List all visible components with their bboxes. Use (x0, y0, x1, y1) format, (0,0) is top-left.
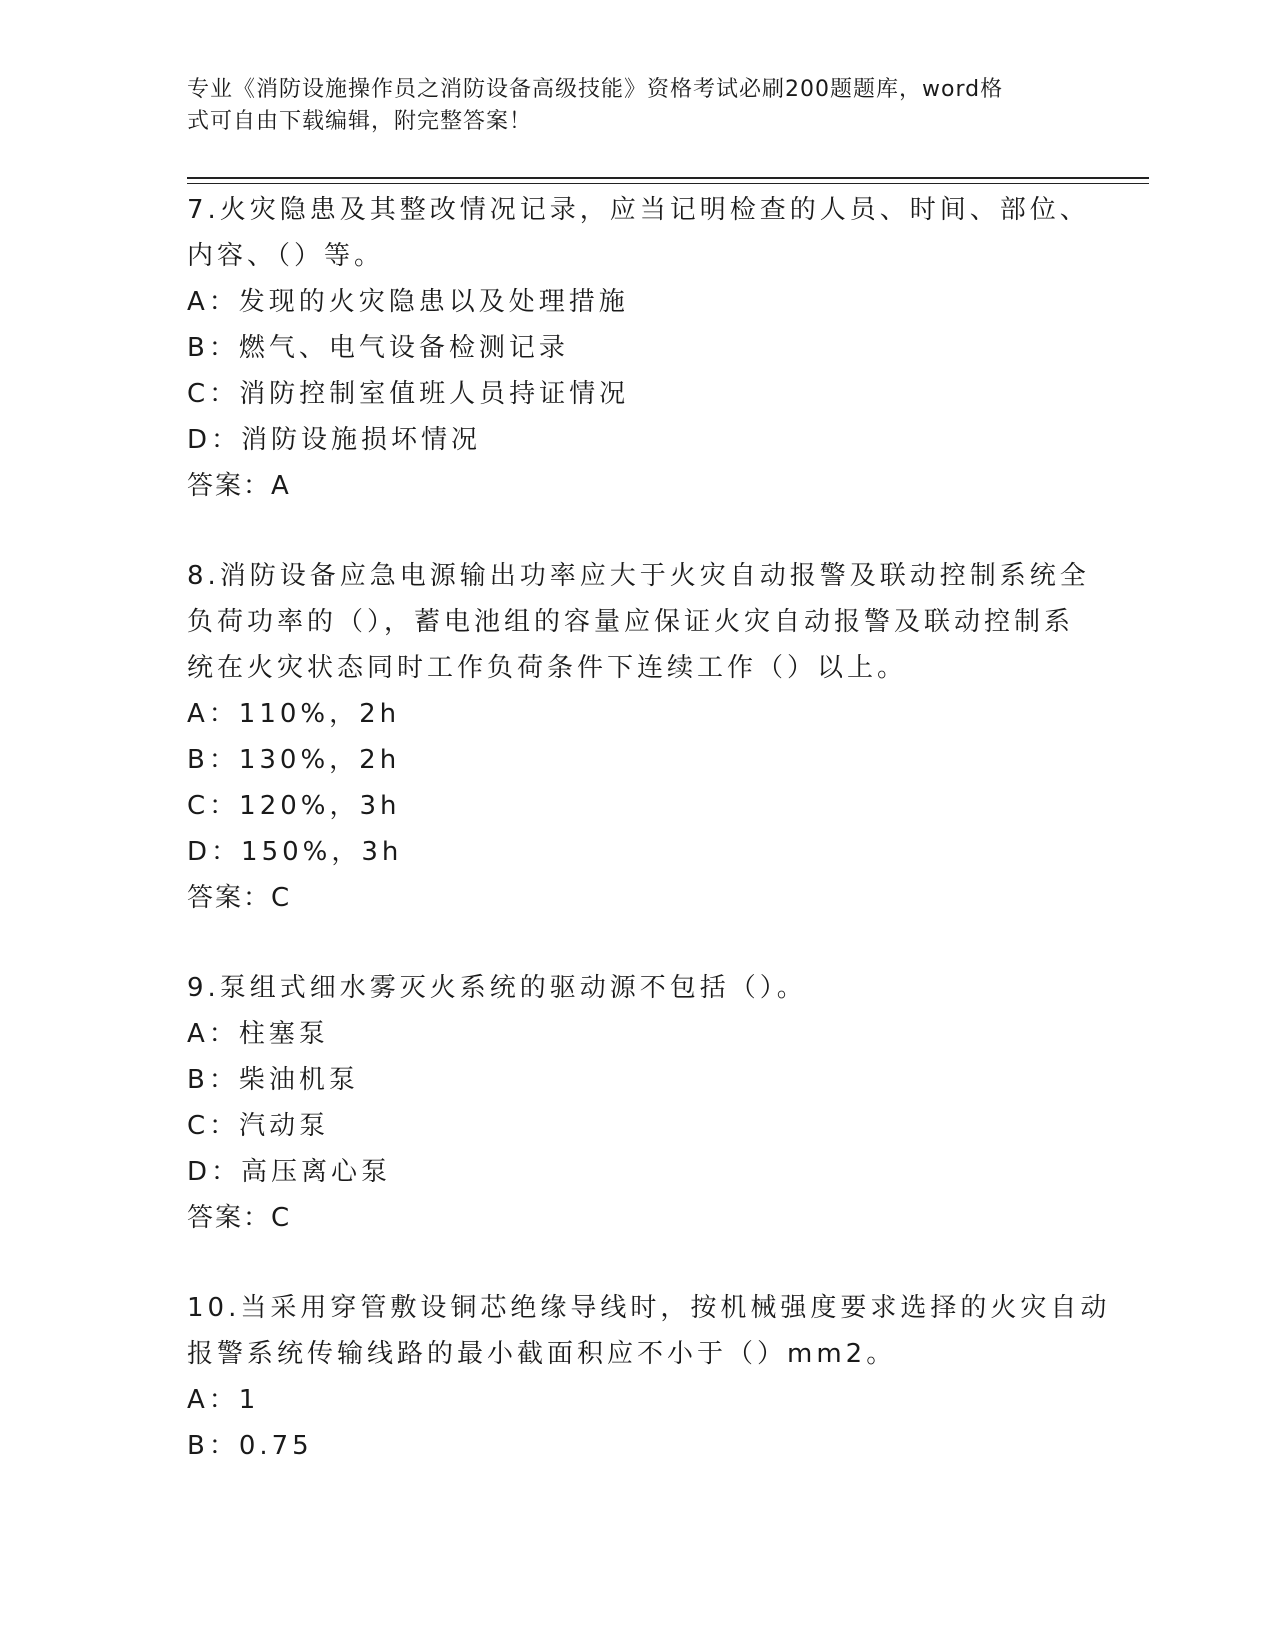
option-d: D：高压离心泵 (187, 1157, 392, 1187)
question-block (187, 965, 1087, 1241)
option-a: A：柱塞泵 (187, 1019, 329, 1049)
option-c: C：120%，3h (187, 791, 401, 821)
question-list (187, 187, 1111, 1469)
header-line-1: 专业《消防设施操作员之消防设备高级技能》资格考试必刷200题题库，word格 (187, 77, 1004, 102)
header-divider-thin (187, 183, 1149, 184)
question-stem-line: 9.泵组式细水雾灭火系统的驱动源不包括（）。 (187, 973, 807, 1003)
option-c: C：汽动泵 (187, 1111, 330, 1141)
option-a: A：110%，2h (187, 699, 401, 729)
option-b: B：0.75 (187, 1431, 313, 1461)
question-stem-line: 统在火灾状态同时工作负荷条件下连续工作（）以上。 (187, 653, 908, 683)
option-a: A：1 (187, 1385, 260, 1415)
question-stem-line: 内容、（）等。 (187, 241, 385, 271)
question-stem-line: 负荷功率的（），蓄电池组的容量应保证火灾自动报警及联动控制系 (187, 607, 1075, 637)
option-a: A：发现的火灾隐患以及处理措施 (187, 287, 629, 317)
option-b: B：燃气、电气设备检测记录 (187, 333, 569, 363)
question-block (187, 553, 1090, 921)
option-b: B：柴油机泵 (187, 1065, 359, 1095)
question-block (187, 1285, 1111, 1469)
document-header (187, 74, 1067, 138)
option-d: D：消防设施损坏情况 (187, 425, 482, 455)
header-line-2: 式可自由下载编辑，附完整答案！ (187, 109, 533, 134)
answer-line: 答案：C (187, 883, 292, 913)
option-d: D：150%，3h (187, 837, 403, 867)
answer-line: 答案：A (187, 471, 291, 501)
question-stem-line: 10.当采用穿管敷设铜芯绝缘导线时，按机械强度要求选择的火灾自动 (187, 1293, 1111, 1323)
question-stem-line: 报警系统传输线路的最小截面积应不小于（）mm2。 (187, 1339, 897, 1369)
question-stem-line: 8.消防设备应急电源输出功率应大于火灾自动报警及联动控制系统全 (187, 561, 1090, 591)
question-stem-line: 7.火灾隐患及其整改情况记录，应当记明检查的人员、时间、部位、 (187, 195, 1090, 225)
header-divider-thick (187, 177, 1149, 179)
question-block (187, 187, 1090, 509)
option-c: C：消防控制室值班人员持证情况 (187, 379, 630, 409)
answer-line: 答案：C (187, 1203, 292, 1233)
option-b: B：130%，2h (187, 745, 401, 775)
